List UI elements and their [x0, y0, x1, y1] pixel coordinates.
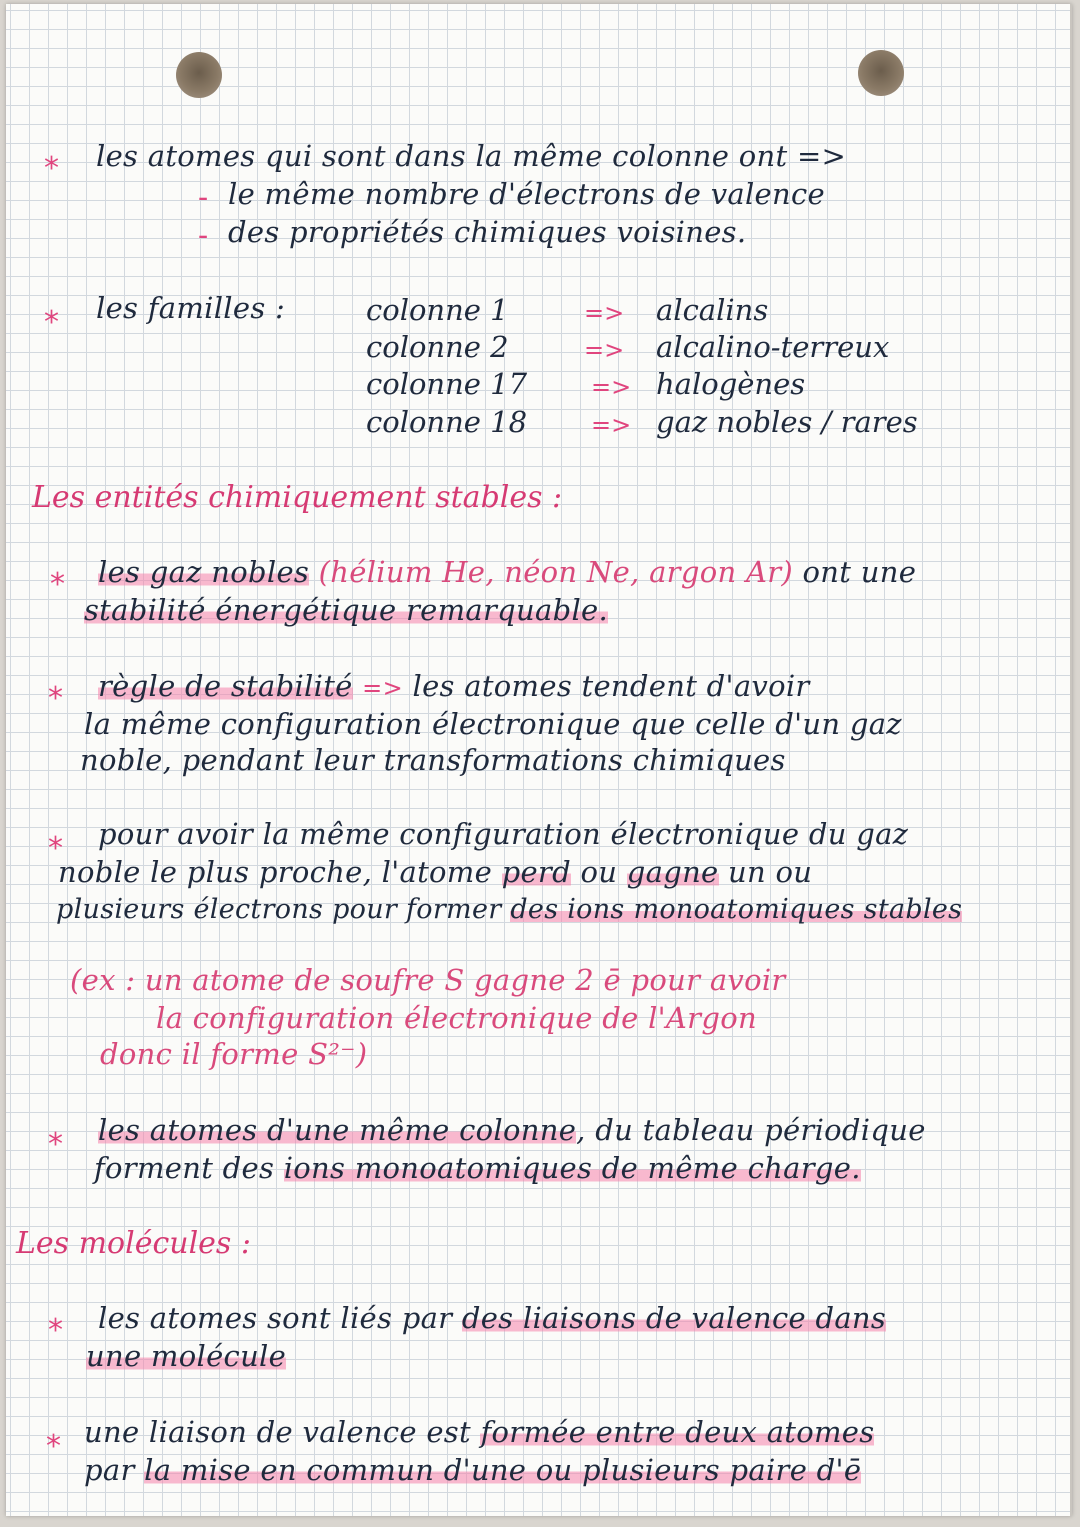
text-fragment: les atomes d'une même colonne — [98, 1113, 577, 1147]
text-fragment: par — [84, 1453, 135, 1487]
punch-hole-left — [176, 52, 222, 98]
note-line — [98, 668, 810, 706]
note-line — [94, 1150, 861, 1186]
bullet-star-icon: * — [50, 567, 65, 602]
note-line: le même nombre d'électrons de valence — [228, 177, 826, 211]
dash-bullet: - — [198, 180, 209, 215]
bullet-star-icon: * — [48, 831, 63, 866]
text-fragment: (hélium He, néon Ne, argon Ar) — [318, 555, 793, 589]
note-line — [84, 1414, 874, 1450]
family-column: colonne 17 — [366, 367, 528, 401]
text-fragment: ont une — [802, 555, 917, 589]
text-fragment: les atomes tendent d'avoir — [412, 669, 810, 703]
dash-bullet: - — [198, 218, 209, 253]
bullet-star-icon: * — [48, 681, 63, 716]
text-fragment: gagne — [626, 855, 719, 889]
text-fragment: des ions monoatomiques stables — [510, 894, 963, 925]
text-fragment: des liaisons de valence dans — [461, 1301, 887, 1335]
text-fragment: noble le plus proche, l'atome — [58, 855, 493, 889]
family-name: alcalins — [656, 293, 769, 327]
note-line — [58, 854, 812, 890]
section-heading: Les molécules : — [16, 1226, 251, 1261]
text-fragment: plusieurs électrons pour former — [56, 894, 502, 925]
arrow-icon: => — [362, 674, 403, 702]
example-line: donc il forme S²⁻) — [100, 1037, 368, 1071]
family-column: colonne 2 — [366, 330, 509, 364]
example-line: la configuration électronique de l'Argon — [156, 1001, 757, 1035]
note-line: la même configuration électronique que celle d'un gaz — [84, 707, 902, 741]
text-fragment: une liaison de valence est — [84, 1415, 471, 1449]
bullet-star-icon: * — [44, 151, 59, 186]
note-line — [98, 1300, 886, 1336]
text-fragment: les atomes sont liés par — [98, 1301, 453, 1335]
bullet-star-icon: * — [44, 305, 59, 340]
note-line: noble, pendant leur transformations chimiques — [80, 743, 786, 777]
text-fragment: perd — [501, 855, 571, 889]
arrow-icon: => — [584, 336, 625, 364]
family-column: colonne 1 — [366, 293, 509, 327]
note-line: les atomes qui sont dans la même colonne ont => — [96, 139, 847, 173]
note-line: pour avoir la même configuration électronique du gaz — [98, 817, 909, 851]
bullet-star-icon: * — [48, 1127, 63, 1162]
text-fragment: un ou — [728, 855, 813, 889]
text-fragment: forment des — [94, 1151, 275, 1185]
family-name: halogènes — [656, 367, 806, 401]
text-fragment: la mise en commun d'une ou plusieurs paire d'ē — [144, 1453, 862, 1487]
note-line — [98, 554, 916, 590]
punch-hole-right — [858, 50, 904, 96]
family-name: gaz nobles / rares — [656, 405, 918, 439]
text-fragment: stabilité énergétique remarquable. — [84, 593, 609, 627]
arrow-icon: => — [591, 411, 632, 439]
bullet-star-icon: * — [46, 1429, 61, 1464]
arrow-icon: => — [584, 299, 625, 327]
text-fragment: , du tableau périodique — [576, 1113, 926, 1147]
families-label: les familles : — [96, 291, 286, 325]
text-fragment: les gaz nobles — [98, 555, 310, 589]
section-heading: Les entités chimiquement stables : — [32, 480, 563, 515]
text-fragment: ions monoatomiques de même charge. — [283, 1151, 861, 1185]
text-fragment: règle de stabilité — [98, 669, 353, 703]
bullet-star-icon: * — [48, 1313, 63, 1348]
note-line — [84, 592, 608, 628]
note-line: des propriétés chimiques voisines. — [228, 215, 747, 249]
note-line — [84, 1452, 861, 1488]
family-name: alcalino-terreux — [656, 330, 890, 364]
text-fragment: formée entre deux atomes — [480, 1415, 875, 1449]
example-line: (ex : un atome de soufre S gagne 2 ē pour avoir — [70, 963, 786, 997]
note-line — [86, 1338, 286, 1374]
text-fragment: une molécule — [86, 1339, 287, 1373]
notebook-page — [6, 4, 1072, 1516]
family-column: colonne 18 — [366, 405, 528, 439]
arrow-icon: => — [591, 373, 632, 401]
note-line — [98, 1112, 926, 1148]
text-fragment: ou — [580, 855, 618, 889]
note-line — [56, 892, 962, 928]
